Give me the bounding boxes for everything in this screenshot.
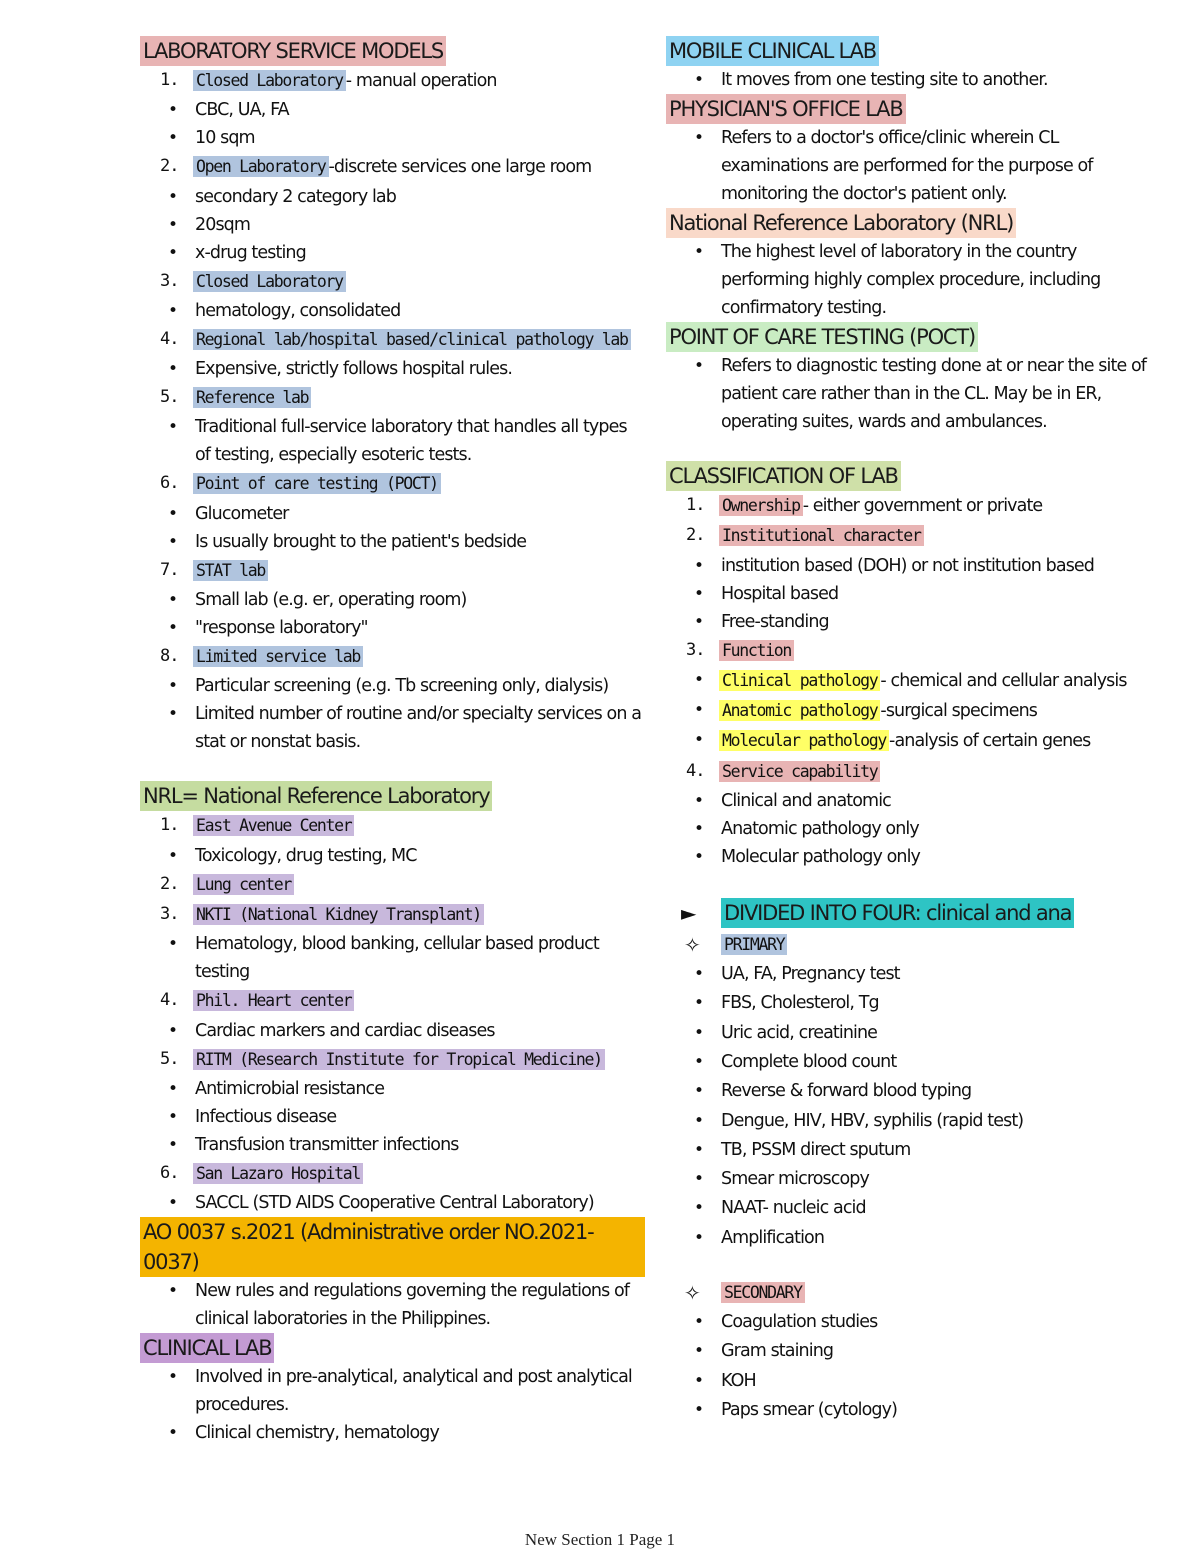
item-text: secondary 2 category lab — [195, 186, 396, 207]
numbered-item — [140, 1045, 645, 1075]
item-number: 5. — [160, 387, 179, 408]
section-heading: LABORATORY SERVICE MODELS — [140, 36, 446, 66]
bullet-item — [140, 183, 645, 211]
item-highlight: San Lazaro Hospital — [193, 1163, 363, 1184]
item-highlight: Closed Laboratory — [193, 271, 346, 292]
section-ao — [140, 1217, 645, 1333]
bullet-item — [140, 96, 645, 124]
bullet-item — [666, 552, 1166, 580]
clinical-lab-list — [140, 1363, 645, 1447]
item-highlight: Lung center — [193, 874, 294, 895]
item-number: 2. — [686, 525, 705, 546]
item-number: 6. — [160, 473, 179, 494]
sparkle-icon: ✧ — [684, 933, 701, 958]
poct-list — [666, 352, 1166, 436]
nrl-definition-list — [666, 238, 1166, 322]
numbered-item — [140, 642, 645, 672]
item-text: Refers to diagnostic testing done at or near the site of patient care rather than in the CL. May be in ER, operating suites, wards and ambulances. — [721, 356, 1147, 432]
item-text: Anatomic pathology only — [721, 819, 919, 840]
item-text: Toxicology, drug testing, MC — [195, 845, 417, 866]
item-text: TB, PSSM direct sputum — [721, 1139, 911, 1160]
bullet-item — [140, 239, 645, 267]
numbered-item — [140, 556, 645, 586]
item-text: "response laboratory" — [195, 618, 368, 639]
item-text: CBC, UA, FA — [195, 100, 289, 121]
bullet-item — [140, 1277, 645, 1333]
item-text: institution based (DOH) or not institution based — [721, 555, 1094, 576]
page-footer: New Section 1 Page 1 — [524, 1530, 676, 1549]
left-column — [140, 36, 645, 1447]
item-text: UA, FA, Pregnancy test — [721, 964, 900, 985]
item-text: Hospital based — [721, 583, 839, 604]
item-highlight: Regional lab/hospital based/clinical pathology lab — [193, 329, 631, 350]
numbered-item — [140, 986, 645, 1016]
item-text: -surgical specimens — [880, 701, 1037, 722]
item-text: Smear microscopy — [721, 1169, 869, 1190]
section-classification — [666, 461, 1166, 871]
item-text: Is usually brought to the patient's bedside — [195, 531, 527, 552]
item-text: New rules and regulations governing the regulations of clinical laboratories in the Philippines. — [195, 1281, 630, 1330]
bullet-item — [666, 66, 1166, 94]
nrl-list — [140, 811, 645, 1217]
bullet-item — [666, 1396, 1166, 1425]
bullet-item — [666, 238, 1166, 322]
section-heading: NRL= National Reference Laboratory — [140, 781, 492, 811]
item-text: Reverse & forward blood typing — [721, 1081, 972, 1102]
bullet-item — [666, 1136, 1166, 1165]
item-text: Antimicrobial resistance — [195, 1078, 385, 1099]
item-text: - chemical and cellular analysis — [880, 670, 1127, 691]
bullet-item — [666, 1337, 1166, 1366]
item-text: Involved in pre-analytical, analytical and post analytical procedures. — [195, 1367, 632, 1416]
item-text: -analysis of certain genes — [889, 731, 1091, 752]
item-highlight: Reference lab — [193, 387, 311, 408]
physician-lab-list — [666, 124, 1166, 208]
bullet-item — [140, 842, 645, 870]
secondary-heading: SECONDARY — [721, 1282, 805, 1303]
bullet-item — [140, 586, 645, 614]
primary-heading: PRIMARY — [721, 934, 787, 955]
item-highlight: Service capability — [719, 761, 880, 782]
item-number: 6. — [160, 1162, 179, 1183]
item-text: SACCL (STD AIDS Cooperative Central Laboratory) — [195, 1193, 594, 1214]
bullet-item — [666, 1367, 1166, 1396]
bullet-item — [666, 1077, 1166, 1106]
item-number: 1. — [686, 495, 705, 515]
bullet-item — [140, 614, 645, 642]
bullet-item — [140, 528, 645, 556]
item-number: 8. — [160, 646, 179, 667]
item-highlight: Molecular pathology — [719, 730, 889, 751]
bullet-item — [666, 989, 1166, 1018]
section-mobile-lab — [666, 36, 1166, 94]
item-text: Refers to a doctor's office/clinic wherein CL examinations are performed for the purpose of monitoring the doctor's patient only. — [721, 128, 1093, 204]
bullet-item — [140, 1189, 645, 1217]
bullet-item — [140, 1075, 645, 1103]
bullet-item — [666, 815, 1166, 843]
bullet-item — [666, 1019, 1166, 1048]
numbered-item — [666, 757, 1166, 787]
secondary-heading-row — [666, 1278, 1166, 1308]
section-heading: CLASSIFICATION OF LAB — [666, 461, 901, 491]
item-highlight: Phil. Heart center — [193, 990, 354, 1011]
bullet-item — [140, 297, 645, 325]
section-heading: POINT OF CARE TESTING (POCT) — [666, 322, 978, 352]
section-heading: MOBILE CLINICAL LAB — [666, 36, 879, 66]
item-number: 3. — [686, 639, 705, 660]
bullet-item — [140, 1131, 645, 1159]
bullet-item — [666, 1048, 1166, 1077]
item-number: 7. — [160, 559, 179, 580]
ao-list — [140, 1277, 645, 1333]
bullet-item — [666, 1194, 1166, 1223]
item-text: Particular screening (e.g. Tb screening only, dialysis) — [195, 676, 609, 697]
item-text: 10 sqm — [195, 128, 255, 149]
item-text: Clinical chemistry, hematology — [195, 1423, 439, 1444]
bullet-item — [666, 1308, 1166, 1337]
item-highlight: Institutional character — [719, 525, 924, 546]
item-number: 5. — [160, 1048, 179, 1069]
item-text: Cardiac markers and cardiac diseases — [195, 1020, 495, 1041]
bullet-item — [140, 500, 645, 528]
classification-list — [666, 491, 1166, 871]
item-text: Coagulation studies — [721, 1312, 878, 1333]
item-text: Hematology, blood banking, cellular based product testing — [195, 934, 599, 983]
item-highlight: Open Laboratory — [193, 156, 329, 177]
numbered-item — [140, 152, 645, 182]
bullet-item — [666, 608, 1166, 636]
section-physician-lab — [666, 94, 1166, 208]
mobile-lab-list — [666, 66, 1166, 94]
numbered-item — [140, 383, 645, 413]
item-text: Dengue, HIV, HBV, syphilis (rapid test) — [721, 1110, 1024, 1131]
item-text: Paps smear (cytology) — [721, 1399, 898, 1420]
numbered-item — [140, 870, 645, 900]
bullet-item — [666, 1107, 1166, 1136]
item-highlight: Anatomic pathology — [719, 700, 880, 721]
bullet-item — [666, 787, 1166, 815]
item-highlight: STAT lab — [193, 560, 268, 581]
item-number: 4. — [160, 990, 179, 1011]
item-text: Gram staining — [721, 1341, 834, 1362]
numbered-item — [666, 521, 1166, 551]
section-heading: CLINICAL LAB — [140, 1333, 274, 1363]
bullet-item — [140, 700, 645, 756]
bullet-item — [666, 580, 1166, 608]
item-text: Uric acid, creatinine — [721, 1022, 878, 1043]
item-highlight: Closed Laboratory — [193, 70, 346, 91]
numbered-item — [666, 636, 1166, 666]
numbered-item — [140, 811, 645, 841]
bullet-item — [666, 843, 1166, 871]
numbered-item — [140, 325, 645, 355]
item-text: FBS, Cholesterol, Tg — [721, 993, 879, 1014]
item-text: 20sqm — [195, 214, 251, 235]
bullet-item — [140, 124, 645, 152]
section-lab-service-models — [140, 36, 645, 756]
item-text: -discrete services one large room — [328, 157, 592, 178]
item-text: Expensive, strictly follows hospital rules. — [195, 359, 512, 380]
divided-into-four — [666, 896, 1166, 930]
bullet-item — [666, 1224, 1166, 1253]
item-text: It moves from one testing site to another. — [721, 70, 1048, 90]
item-number: 2. — [160, 156, 179, 177]
section-heading: PHYSICIAN'S OFFICE LAB — [666, 94, 906, 124]
sparkle-icon: ✧ — [684, 1281, 701, 1306]
item-number: 3. — [160, 903, 179, 924]
bullet-item — [140, 413, 645, 469]
bullet-item — [666, 666, 1166, 696]
item-highlight: Function — [719, 640, 794, 661]
item-text: Free-standing — [721, 611, 829, 632]
item-highlight: Point of care testing (POCT) — [193, 473, 441, 494]
numbered-item — [140, 1159, 645, 1189]
item-text: NAAT- nucleic acid — [721, 1198, 866, 1219]
bullet-item — [666, 1165, 1166, 1194]
numbered-item — [140, 469, 645, 499]
bullet-item — [140, 1103, 645, 1131]
item-text: Transfusion transmitter infections — [195, 1134, 459, 1155]
item-highlight: Limited service lab — [193, 646, 363, 667]
numbered-item — [140, 267, 645, 297]
numbered-item — [140, 900, 645, 930]
item-text: Complete blood count — [721, 1051, 897, 1072]
item-text: Limited number of routine and/or specialty services on a stat or nonstat basis. — [195, 704, 642, 753]
item-text: Clinical and anatomic — [721, 791, 891, 812]
item-text: The highest level of laboratory in the country performing highly complex procedure, including confirmatory testing. — [721, 242, 1101, 318]
item-text: Traditional full-service laboratory that handles all types of testing, especially esoteric tests. — [195, 417, 627, 466]
divided-heading: DIVIDED INTO FOUR: clinical and ana — [721, 898, 1074, 928]
primary-heading-row — [666, 930, 1166, 960]
secondary-list — [666, 1308, 1166, 1425]
lab-service-models-list — [140, 66, 645, 756]
item-text: - either government or private — [802, 496, 1043, 516]
bullet-item — [140, 355, 645, 383]
bullet-item — [666, 696, 1166, 726]
item-number: 1. — [160, 70, 179, 90]
bullet-item — [140, 1419, 645, 1447]
item-text: Glucometer — [195, 503, 289, 524]
item-text: Infectious disease — [195, 1106, 337, 1127]
item-text: - manual operation — [345, 71, 497, 91]
bullet-item — [140, 1363, 645, 1419]
bullet-item — [140, 211, 645, 239]
item-highlight: NKTI (National Kidney Transplant) — [193, 904, 484, 925]
section-nrl-definition — [666, 208, 1166, 322]
bullet-item — [666, 124, 1166, 208]
item-number: 4. — [160, 328, 179, 349]
item-text: KOH — [721, 1370, 756, 1391]
item-highlight: RITM (Research Institute for Tropical Medicine) — [193, 1049, 605, 1070]
item-highlight: East Avenue Center — [193, 815, 354, 836]
section-heading: AO 0037 s.2021 (Administrative order NO.2021-0037) — [140, 1217, 645, 1277]
section-clinical-lab — [140, 1333, 645, 1447]
section-heading: National Reference Laboratory (NRL) — [666, 208, 1016, 238]
section-poct — [666, 322, 1166, 436]
item-number: 2. — [160, 873, 179, 894]
item-highlight: Clinical pathology — [719, 670, 880, 691]
item-number: 3. — [160, 270, 179, 291]
numbered-item — [140, 66, 645, 96]
bullet-item — [140, 1017, 645, 1045]
pointer-arrow-icon: ► — [681, 901, 696, 926]
bullet-item — [140, 672, 645, 700]
item-number: 1. — [160, 815, 179, 836]
numbered-item — [666, 491, 1166, 521]
item-text: Amplification — [721, 1227, 825, 1248]
item-text: Small lab (e.g. er, operating room) — [195, 590, 467, 611]
primary-list — [666, 960, 1166, 1253]
item-text: x-drug testing — [195, 242, 306, 263]
bullet-item — [140, 930, 645, 986]
bullet-item — [666, 960, 1166, 989]
bullet-item — [666, 726, 1166, 756]
item-text: hematology, consolidated — [195, 300, 401, 321]
item-highlight: Ownership — [719, 495, 803, 516]
item-text: Molecular pathology only — [721, 847, 920, 868]
section-nrl — [140, 781, 645, 1217]
item-number: 4. — [686, 760, 705, 781]
bullet-item — [666, 352, 1166, 436]
right-column — [666, 36, 1166, 1425]
